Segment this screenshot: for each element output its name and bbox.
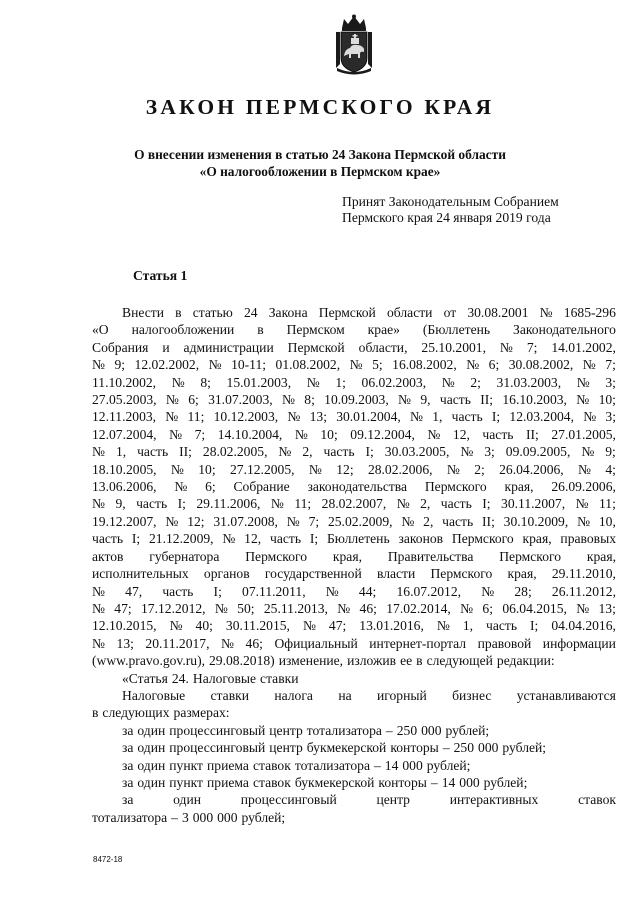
body-line: 18.10.2005, № 10; 27.12.2005, № 12; 28.02.2006, № 2; 26.04.2006, № 4;: [92, 461, 616, 477]
body-line: № 13; 20.11.2017, № 46; Официальный интернет-портал правовой информации: [92, 635, 616, 651]
body-line: исполнительных органов государственной власти Пермского края, 29.11.2010,: [92, 566, 616, 582]
body-line: Собрания и администрации Пермской области, 25.10.2001, № 7; 14.01.2002,: [92, 339, 616, 355]
body-line: в следующих размерах:: [92, 705, 230, 721]
body-line: № 47, часть I; 07.11.2011, № 44; 16.07.2012, № 28; 26.11.2012,: [92, 583, 616, 599]
subtitle-line: «О налогообложении в Пермском крае»: [199, 164, 441, 179]
body-line: Внести в статью 24 Закона Пермской области от 30.08.2001 № 1685-296: [122, 305, 616, 320]
body-line: за один процессинговый центр тотализатора – 250 000 рублей;: [122, 722, 490, 738]
body-line: 19.12.2007, № 12; 31.07.2008, № 7; 25.02.2009, № 2, часть II; 30.10.2009, № 10,: [92, 513, 616, 529]
body-line: № 9; 12.02.2002, № 10-11; 01.08.2002, № 5; 16.08.2002, № 6; 30.08.2002, № 7;: [92, 357, 616, 373]
document-code: 8472-18: [93, 855, 123, 864]
law-title: ЗАКОН ПЕРМСКОГО КРАЯ: [145, 95, 495, 119]
body-line: тотализатора – 3 000 000 рублей;: [92, 809, 286, 825]
body-line: «Статья 24. Налоговые ставки: [122, 670, 299, 686]
body-line: часть I; 21.12.2009, № 12, часть I; Бюллетень законов Пермского края, правовых: [92, 531, 616, 547]
body-line: 12.07.2004, № 7; 14.10.2004, № 10; 09.12.2004, № 12, часть II; 27.01.2005,: [92, 426, 616, 442]
body-line: «О налогообложении в Пермском крае» (Бюллетень Законодательного: [92, 322, 616, 338]
body-line: (www.pravo.gov.ru), 29.08.2018) изменение, изложив ее в следующей редакции:: [92, 653, 555, 669]
article-heading: Статья 1: [133, 268, 188, 283]
body-line: 12.11.2003, № 11; 10.12.2003, № 13; 30.01.2004, № 1, часть I; 12.03.2004, № 3;: [92, 409, 616, 425]
adoption-note: [342, 194, 559, 226]
body-line: № 9, часть I; 29.11.2006, № 11; 28.02.2007, № 2, часть I; 30.11.2007, № 11;: [92, 496, 616, 512]
adoption-line: Принят Законодательным Собранием: [342, 194, 559, 209]
article-body: [92, 304, 616, 826]
subtitle-line: О внесении изменения в статью 24 Закона Пермской области: [134, 147, 506, 162]
body-line: 13.06.2006, № 6; Собрание законодательства Пермского края, 26.09.2006,: [92, 479, 616, 495]
coat-of-arms-icon: [333, 14, 375, 76]
body-line: за один пункт приема ставок букмекерской конторы – 14 000 рублей;: [122, 774, 528, 790]
body-line: за один пункт приема ставок тотализатора – 14 000 рублей;: [122, 757, 471, 773]
body-line: № 47; 17.12.2012, № 50; 25.11.2013, № 46; 17.02.2014, № 6; 06.04.2015, № 13;: [92, 600, 616, 616]
body-line: 27.05.2003, № 6; 31.07.2003, № 8; 10.09.2003, № 9, часть II; 16.10.2003, № 10;: [92, 392, 616, 408]
body-line: актов губернатора Пермского края, Правительства Пермского края,: [92, 548, 616, 564]
body-line: № 1, часть II; 28.02.2005, № 2, часть I; 30.03.2005, № 3; 09.09.2005, № 9;: [92, 444, 616, 460]
body-line: 12.10.2015, № 40; 30.11.2015, № 47; 13.01.2016, № 1, часть I; 04.04.2016,: [92, 618, 616, 634]
law-subtitle: [0, 146, 640, 180]
adoption-line: Пермского края 24 января 2019 года: [342, 210, 551, 225]
body-line: Налоговые ставки налога на игорный бизнес устанавливаются: [122, 687, 616, 703]
body-line: за один процессинговый центр букмекерской конторы – 250 000 рублей;: [122, 740, 547, 756]
body-line: 11.10.2002, № 8; 15.01.2003, № 1; 06.02.2003, № 2; 31.03.2003, № 3;: [92, 374, 616, 390]
body-line: за один процессинговый центр интерактивных ставок: [122, 792, 616, 808]
